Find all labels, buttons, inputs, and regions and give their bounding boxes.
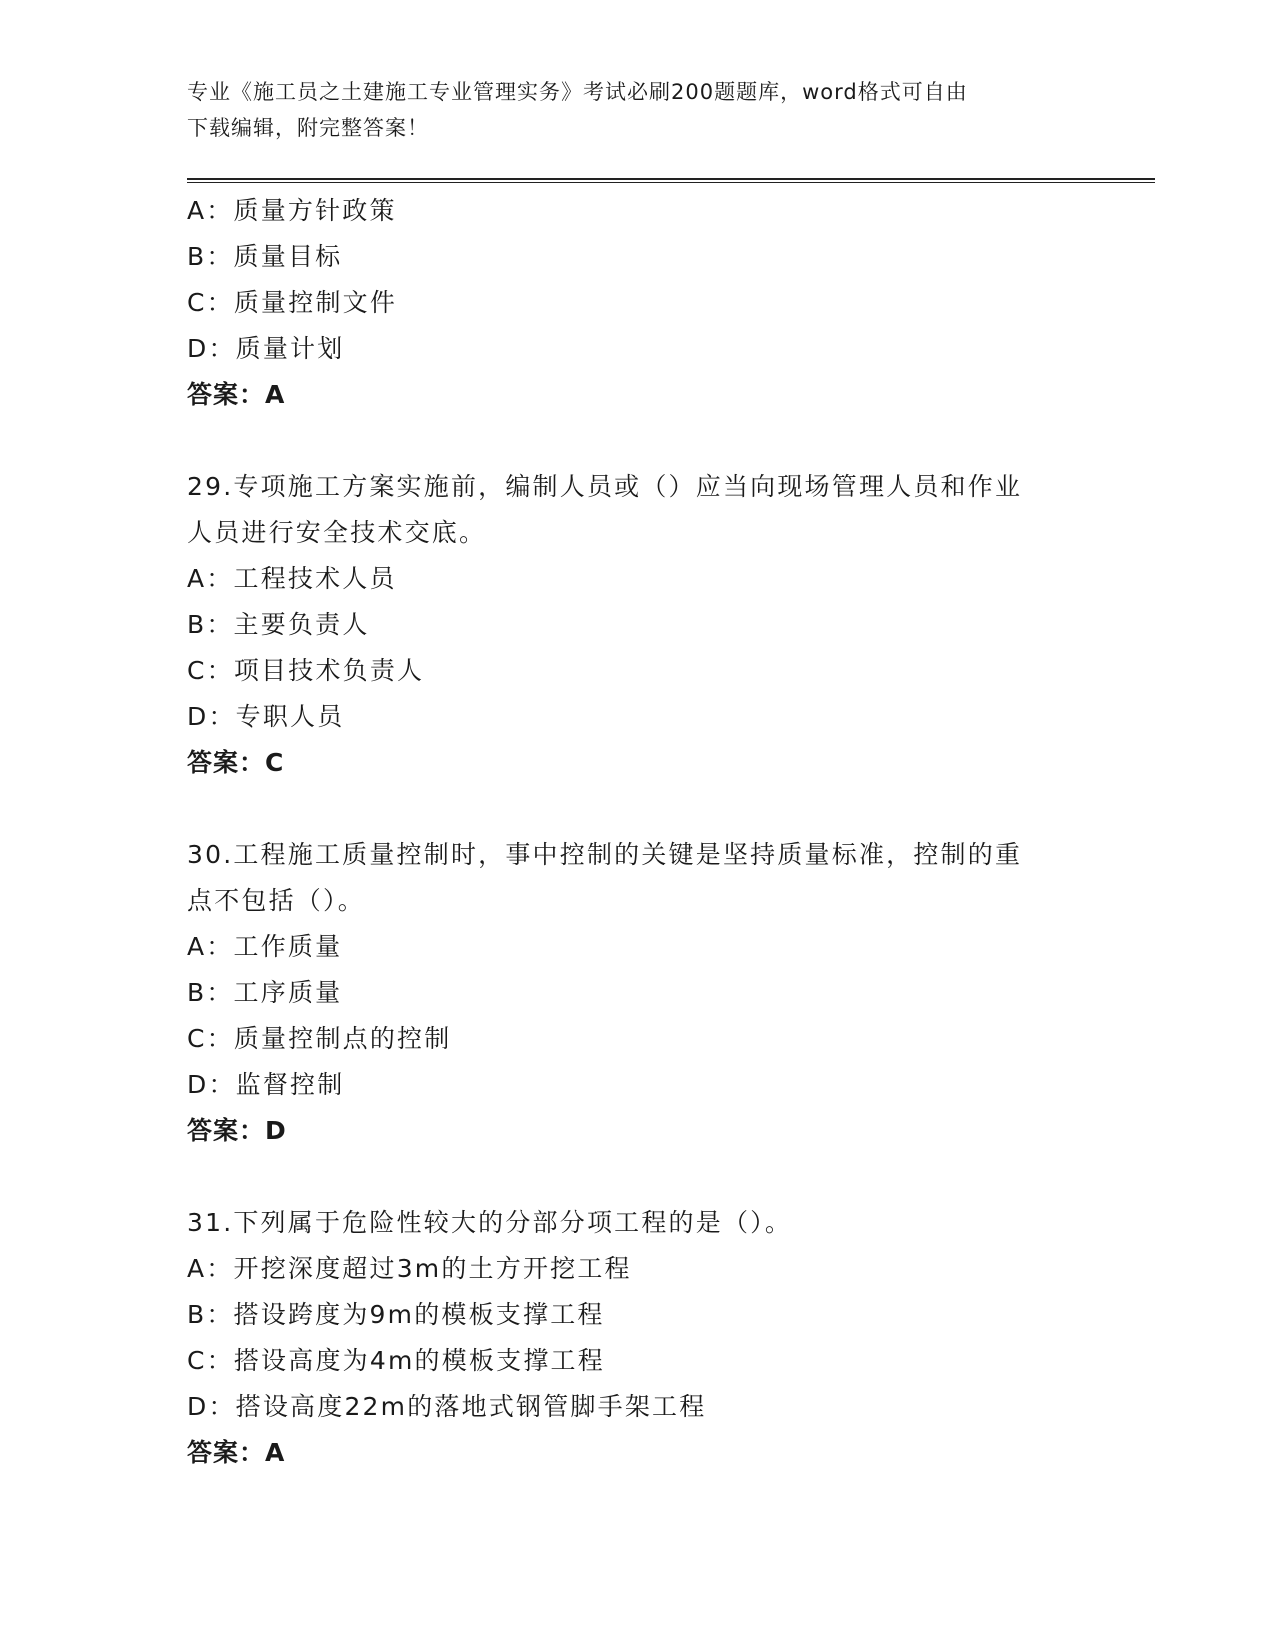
option-d: D：专职人员	[187, 702, 345, 731]
header-line-1: 专业《施工员之土建施工专业管理实务》考试必刷200题题库，word格式可自由	[187, 80, 968, 104]
answer: 答案：A	[187, 380, 286, 409]
question-29	[187, 464, 1087, 786]
question-stem-line-1: 29.专项施工方案实施前，编制人员或（）应当向现场管理人员和作业	[187, 472, 1023, 501]
option-a: A：工作质量	[187, 932, 343, 961]
option-c: C：质量控制文件	[187, 288, 398, 317]
option-c: C：项目技术负责人	[187, 656, 425, 685]
question-stem-line-2: 点不包括（）。	[187, 886, 365, 915]
question-31	[187, 1200, 1087, 1476]
question-stem-line-1: 31.下列属于危险性较大的分部分项工程的是（）。	[187, 1208, 793, 1237]
question-30	[187, 832, 1087, 1154]
option-c: C：搭设高度为4m的模板支撑工程	[187, 1346, 605, 1375]
option-b: B：工序质量	[187, 978, 343, 1007]
option-b: B：搭设跨度为9m的模板支撑工程	[187, 1300, 605, 1329]
spacer	[187, 1154, 1087, 1200]
answer: 答案：C	[187, 748, 285, 777]
question-list	[187, 188, 1087, 1476]
option-a: A：质量方针政策	[187, 196, 397, 225]
option-b: B：主要负责人	[187, 610, 370, 639]
spacer	[187, 418, 1087, 464]
option-a: A：工程技术人员	[187, 564, 397, 593]
answer: 答案：A	[187, 1438, 286, 1467]
question-stem-line-1: 30.工程施工质量控制时，事中控制的关键是坚持质量标准，控制的重	[187, 840, 1023, 869]
option-a: A：开挖深度超过3m的土方开挖工程	[187, 1254, 632, 1283]
header-line-2: 下载编辑，附完整答案！	[187, 116, 429, 140]
header-divider	[187, 178, 1155, 183]
question-stem-line-2: 人员进行安全技术交底。	[187, 518, 487, 547]
question-28-continued	[187, 188, 1087, 418]
option-b: B：质量目标	[187, 242, 343, 271]
document-header	[187, 74, 1067, 146]
option-d: D：质量计划	[187, 334, 345, 363]
answer: 答案：D	[187, 1116, 287, 1145]
spacer	[187, 786, 1087, 832]
option-d: D：监督控制	[187, 1070, 345, 1099]
option-c: C：质量控制点的控制	[187, 1024, 452, 1053]
option-d: D：搭设高度22m的落地式钢管脚手架工程	[187, 1392, 707, 1421]
